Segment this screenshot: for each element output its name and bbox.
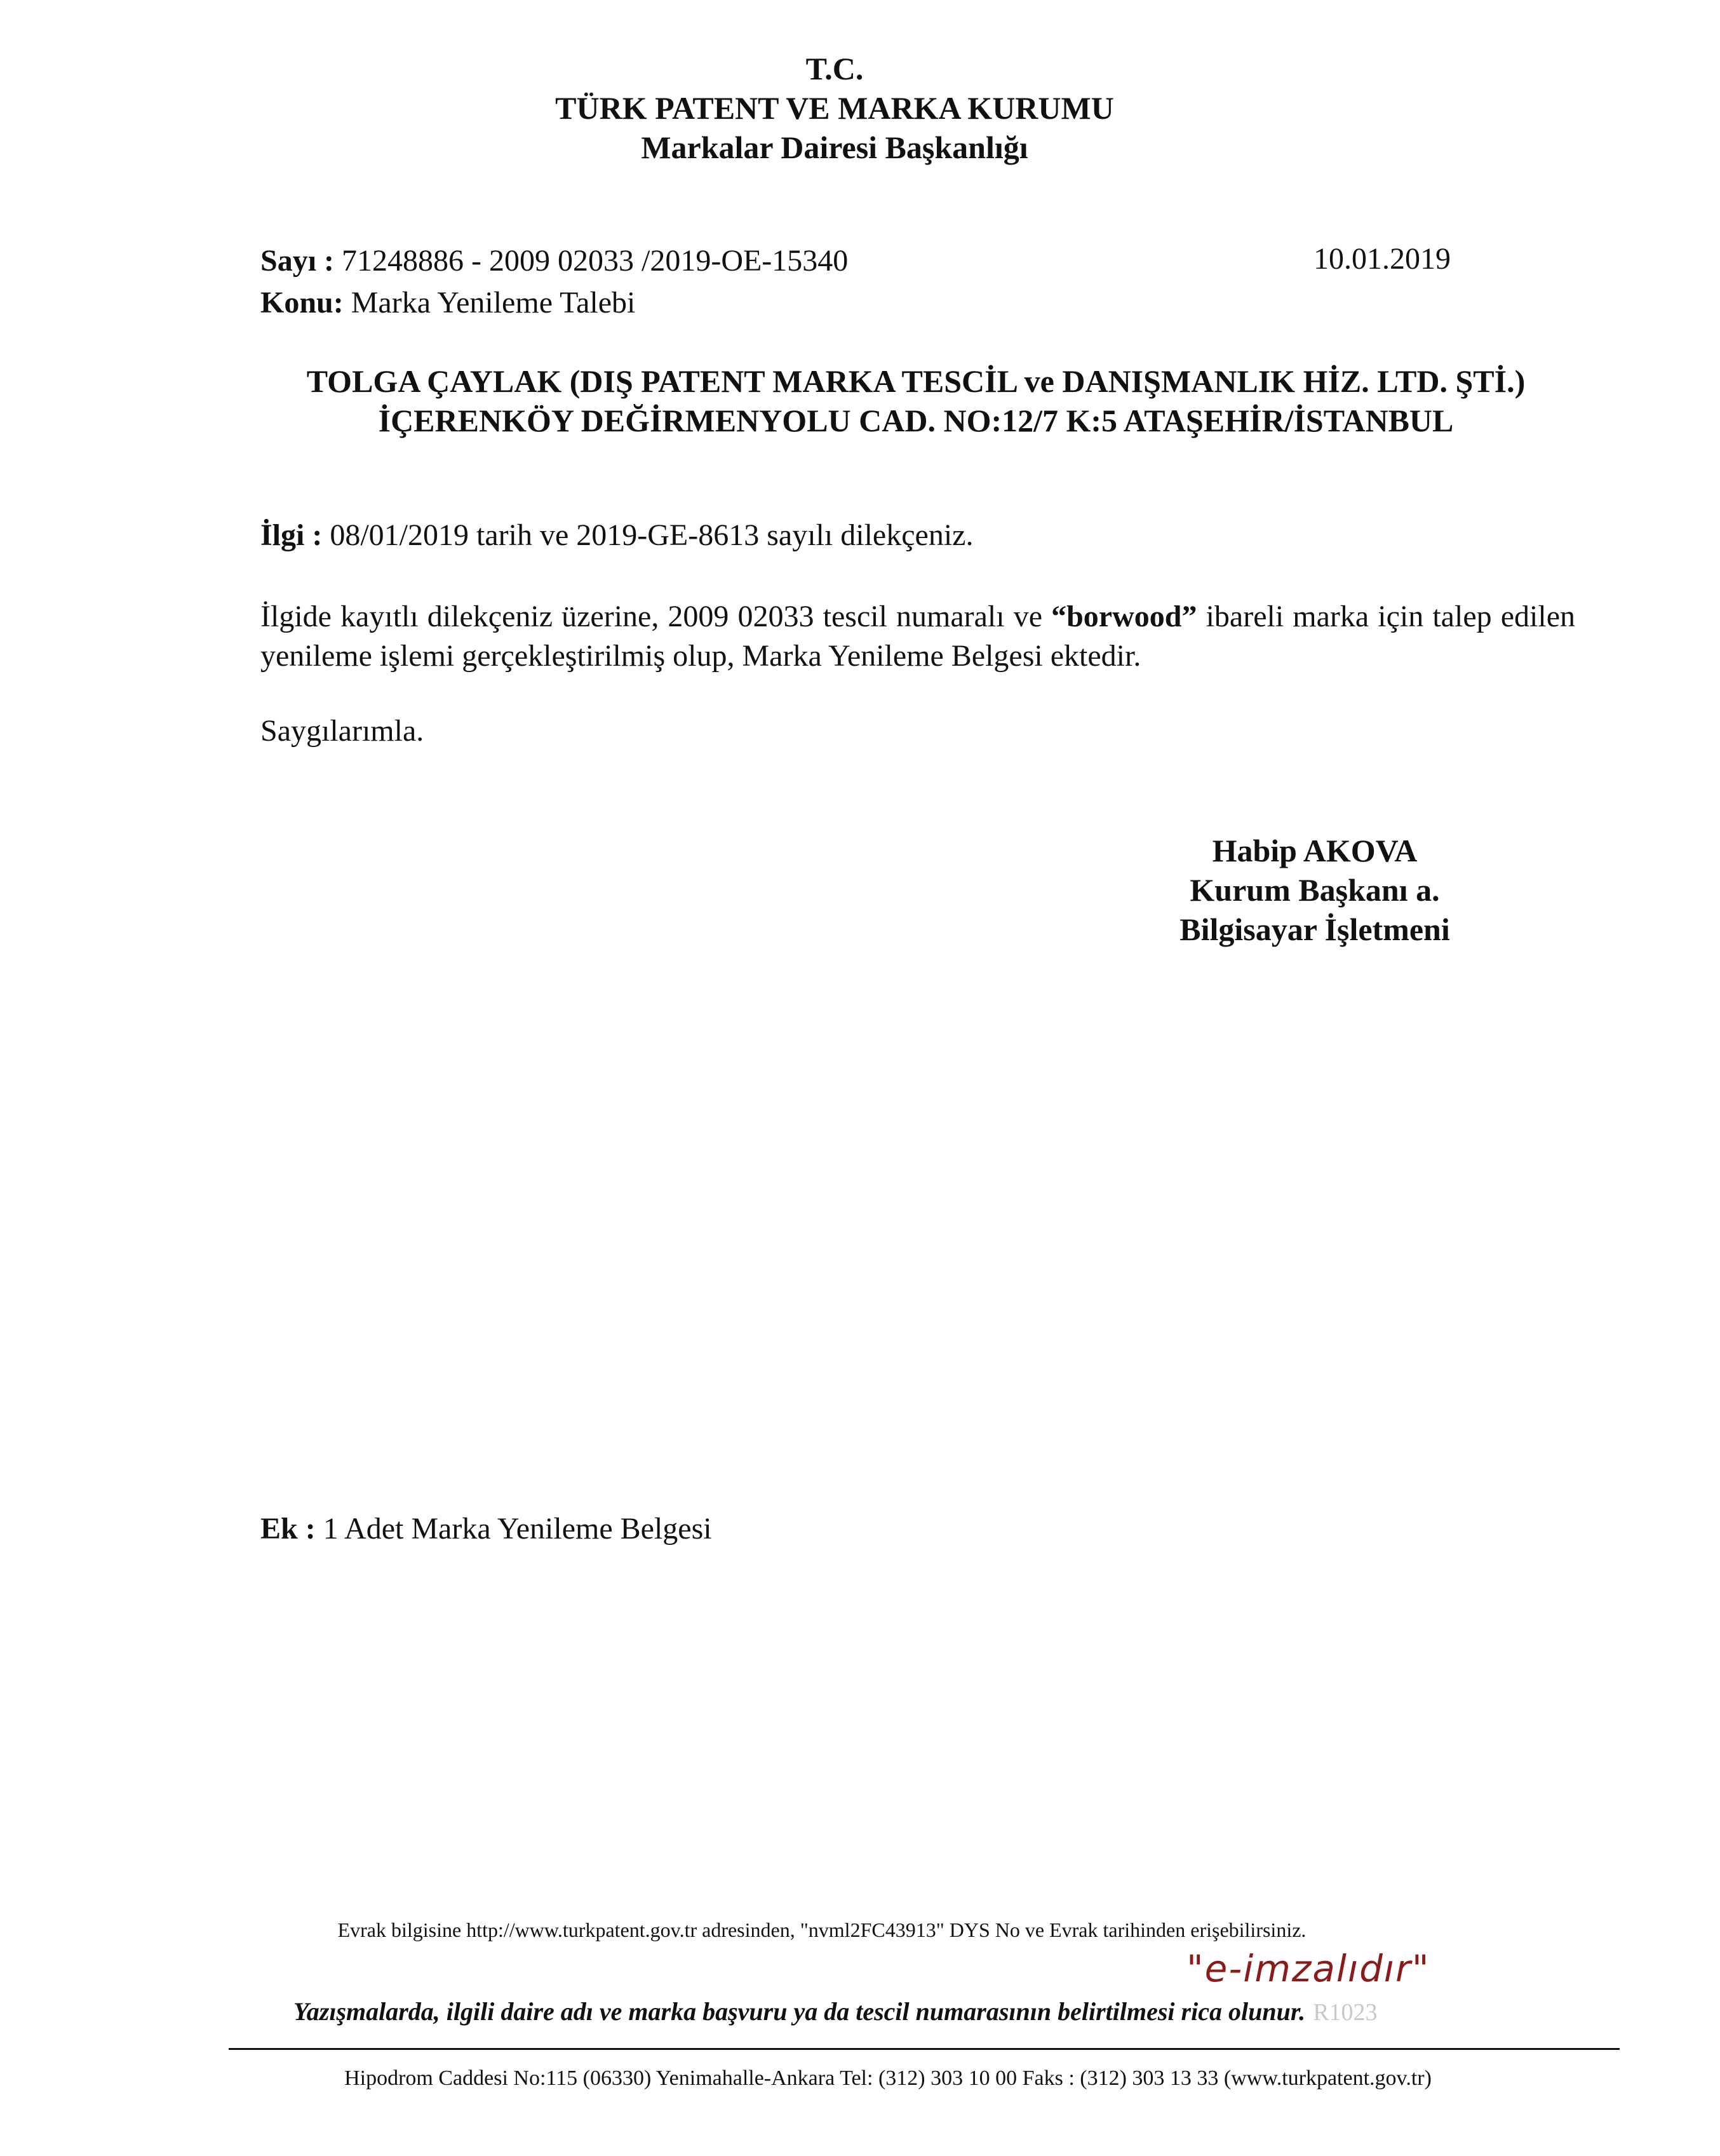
ilgi-value: 08/01/2019 tarih ve 2019-GE-8613 sayılı dilekçeniz. — [330, 518, 974, 552]
correspondence-note — [293, 1996, 1378, 2028]
header-institution: TÜRK PATENT VE MARKA KURUMU — [555, 90, 1114, 126]
recipient-address: İÇERENKÖY DEĞİRMENYOLU CAD. NO:12/7 K:5 ATAŞEHİR/İSTANBUL — [378, 403, 1454, 438]
trademark-name: “borwood” — [1051, 600, 1197, 633]
ilgi-label: İlgi : — [260, 518, 323, 552]
konu-value: Marka Yenileme Talebi — [351, 286, 636, 320]
attachment-value: 1 Adet Marka Yenileme Belgesi — [323, 1512, 712, 1546]
footer-divider — [229, 2048, 1620, 2050]
signatory-role: Bilgisayar İşletmeni — [1179, 912, 1450, 947]
e-signed-stamp: "e-imzalıdır" — [1186, 1947, 1430, 1990]
body-paragraph — [260, 597, 1575, 676]
recipient-name: TOLGA ÇAYLAK (DIŞ PATENT MARKA TESCİL ve DANIŞMANLIK HİZ. LTD. ŞTİ.) — [306, 363, 1526, 399]
attachment-line — [260, 1511, 712, 1547]
attachment-label: Ek : — [260, 1512, 316, 1546]
footer-address: Hipodrom Caddesi No:115 (06330) Yenimahalle-Ankara Tel: (312) 303 10 00 Faks : (312) 303 13 33 (www.turkpatent.gov.tr) — [344, 2066, 1432, 2090]
ilgi-line — [260, 517, 973, 554]
closing-text: Saygılarımla. — [260, 714, 424, 748]
sayi-line — [260, 243, 848, 280]
body-text-before: İlgide kayıtlı dilekçeniz üzerine, 2009 02033 tescil numaralı ve — [260, 600, 1043, 633]
sayi-value: 71248886 - 2009 02033 /2019-OE-15340 — [342, 244, 849, 278]
note-text: Yazışmalarda, ilgili daire adı ve marka başvuru ya da tescil numarasının belirtilmesi rica olunur. — [293, 1997, 1306, 2026]
konu-label: Konu: — [260, 286, 344, 320]
sayi-label: Sayı : — [260, 244, 335, 278]
konu-line — [260, 285, 635, 321]
signatory-name: Habip AKOVA — [1212, 833, 1418, 868]
header-department: Markalar Dairesi Başkanlığı — [641, 130, 1028, 165]
header-tc: T.C. — [805, 51, 864, 86]
document-date: 10.01.2019 — [1314, 242, 1451, 276]
form-code: R1023 — [1313, 1999, 1378, 2026]
document-info-line: Evrak bilgisine http://www.turkpatent.gov.tr adresinden, "nvml2FC43913" DYS No ve Evrak tarihinden erişebilirsiniz. — [337, 1918, 1307, 1941]
signatory-title: Kurum Başkanı a. — [1190, 872, 1440, 908]
body-text-after: ibareli marka için talep edilen yenileme işlemi gerçekleştirilmiş olup, Marka Yenileme Belgesi ektedir. — [260, 600, 1575, 673]
